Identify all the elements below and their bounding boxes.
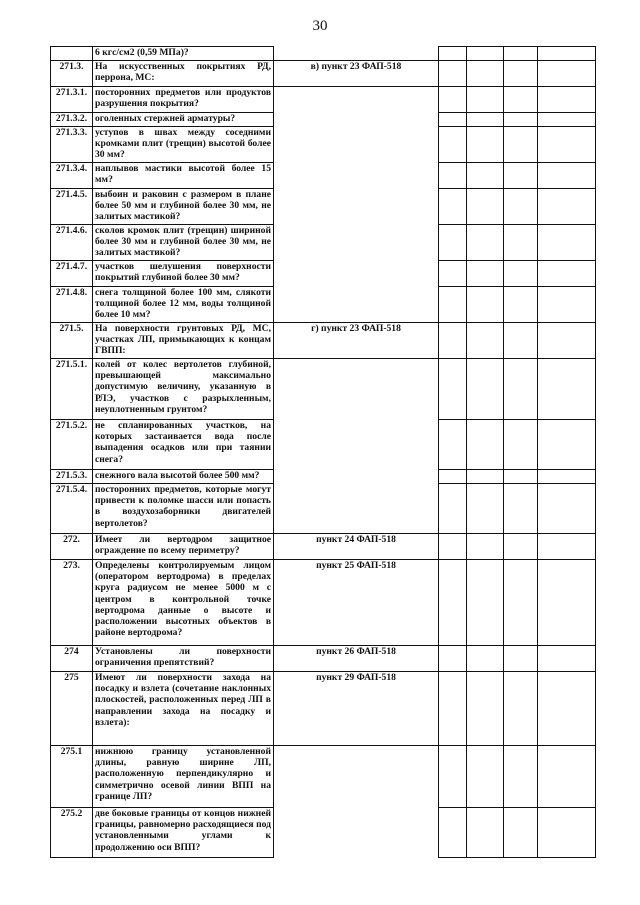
table-row [51,61,596,87]
answer-no-cell [467,225,504,261]
answer-na-cell [504,87,538,113]
table-row [51,672,596,746]
item-number: 271.5.2. [51,420,93,470]
table-row [51,261,596,287]
item-number: 275 [51,672,93,746]
item-number: 271.3.2. [51,113,93,127]
note-cell [538,534,596,560]
table-row [51,127,596,163]
answer-na-cell [504,359,538,420]
answer-na-cell [504,47,538,61]
answer-no-cell [467,113,504,127]
item-question: 6 кгс/см2 (0,59 МПа)? [93,47,274,61]
note-cell [538,359,596,420]
item-number: 271.4.8. [51,287,93,323]
item-legal-reference: в) пункт 23 ФАП-518 [274,61,439,87]
answer-yes-cell [439,287,467,323]
item-question: посторонних предметов или продуктов разрушения покрытия? [93,87,274,113]
table-row [51,323,596,359]
item-legal-reference: г) пункт 23 ФАП-518 [274,323,439,359]
answer-yes-cell [439,359,467,420]
item-legal-reference: пункт 26 ФАП-518 [274,646,439,672]
table-row [51,225,596,261]
answer-yes-cell [439,672,467,746]
note-cell [538,61,596,87]
item-legal-reference [274,287,439,323]
note-cell [538,746,596,808]
note-cell [538,323,596,359]
item-legal-reference [274,113,439,127]
item-legal-reference [274,87,439,113]
note-cell [538,484,596,534]
table-row [51,189,596,225]
answer-na-cell [504,225,538,261]
note-cell [538,420,596,470]
table-row [51,420,596,470]
item-question: Имеет ли вертодром защитное ограждение по всему периметру? [93,534,274,560]
item-legal-reference [274,359,439,420]
answer-na-cell [504,113,538,127]
answer-yes-cell [439,746,467,808]
table-row [51,646,596,672]
answer-yes-cell [439,163,467,189]
item-number: 273. [51,560,93,646]
item-question: посторонних предметов, которые могут привести к поломке шасси или попасть в воздухозаборники двигателей вертолетов? [93,484,274,534]
item-number: 271.4.7. [51,261,93,287]
table-row [51,560,596,646]
answer-yes-cell [439,113,467,127]
answer-na-cell [504,261,538,287]
item-question: На искусственных покрытиях РД, перрона, МС: [93,61,274,87]
item-legal-reference [274,47,439,61]
item-question: колей от колес вертолетов глубиной, превышающей максимально допустимую величину, указанную в РЛЭ, участков с разрыхленным, неуплотненным грунтом? [93,359,274,420]
note-cell [538,113,596,127]
table-row [51,808,596,858]
note-cell [538,189,596,225]
answer-yes-cell [439,87,467,113]
item-number: 271.5.1. [51,359,93,420]
note-cell [538,646,596,672]
item-legal-reference [274,746,439,808]
item-legal-reference: пункт 29 ФАП-518 [274,672,439,746]
item-legal-reference: пункт 24 ФАП-518 [274,534,439,560]
note-cell [538,87,596,113]
item-number: 275.1 [51,746,93,808]
item-legal-reference [274,484,439,534]
checklist-table [50,46,596,858]
answer-yes-cell [439,189,467,225]
answer-no-cell [467,127,504,163]
answer-no-cell [467,189,504,225]
answer-yes-cell [439,808,467,858]
answer-no-cell [467,672,504,746]
answer-no-cell [467,470,504,484]
answer-no-cell [467,163,504,189]
item-question: две боковые границы от концов нижней границы, равномерно расходящиеся под установленными углами к продолжению оси ВПП? [93,808,274,858]
item-number: 271.4.6. [51,225,93,261]
answer-no-cell [467,560,504,646]
answer-yes-cell [439,323,467,359]
table-row [51,87,596,113]
item-number: 271.3.3. [51,127,93,163]
item-number: 271.3. [51,61,93,87]
item-number: 274 [51,646,93,672]
table-row [51,470,596,484]
answer-na-cell [504,560,538,646]
item-number: 271.5.3. [51,470,93,484]
item-question: Установлены ли поверхности ограничения препятствий? [93,646,274,672]
item-question: наплывов мастики высотой более 15 мм? [93,163,274,189]
answer-na-cell [504,189,538,225]
answer-no-cell [467,420,504,470]
answer-yes-cell [439,470,467,484]
item-legal-reference [274,225,439,261]
item-question: снега толщиной более 100 мм, слякоти толщиной более 12 мм, воды толщиной более 10 мм? [93,287,274,323]
answer-no-cell [467,359,504,420]
answer-no-cell [467,484,504,534]
item-legal-reference [274,163,439,189]
answer-no-cell [467,287,504,323]
table-row [51,484,596,534]
answer-no-cell [467,323,504,359]
answer-no-cell [467,261,504,287]
note-cell [538,127,596,163]
answer-yes-cell [439,560,467,646]
table-row [51,47,596,61]
item-question: Имеют ли поверхности захода на посадку и взлета (сочетание наклонных плоскостей, расположенных перед ЛП в направлении захода на посадку и взлета): [93,672,274,746]
item-question: сколов кромок плит (трещин) шириной более 30 мм и глубиной более 30 мм, не залитых мастикой? [93,225,274,261]
item-question: участков шелушения поверхности покрытий глубиной более 30 мм? [93,261,274,287]
item-question: снежного вала высотой более 500 мм? [93,470,274,484]
answer-yes-cell [439,61,467,87]
item-legal-reference: пункт 25 ФАП-518 [274,560,439,646]
answer-no-cell [467,47,504,61]
item-legal-reference [274,189,439,225]
answer-na-cell [504,61,538,87]
item-number: 275.2 [51,808,93,858]
note-cell [538,560,596,646]
note-cell [538,672,596,746]
answer-na-cell [504,646,538,672]
item-question: выбоин и раковин с размером в плане более 50 мм и глубиной более 30 мм, не залитых мастикой? [93,189,274,225]
item-question: уступов в швах между соседними кромками плит (трещин) высотой более 30 мм? [93,127,274,163]
table-row [51,287,596,323]
item-question: не спланированных участков, на которых застаивается вода после выпадения осадков или при таянии снега? [93,420,274,470]
item-legal-reference [274,261,439,287]
answer-yes-cell [439,420,467,470]
item-legal-reference [274,127,439,163]
answer-na-cell [504,808,538,858]
answer-na-cell [504,287,538,323]
answer-no-cell [467,646,504,672]
answer-na-cell [504,323,538,359]
table-row [51,113,596,127]
item-question: нижнюю границу установленной длины, равную ширине ЛП, расположенную перпендикулярно и симметрично осевой линии ВПП на границе ЛП? [93,746,274,808]
answer-yes-cell [439,127,467,163]
answer-no-cell [467,808,504,858]
note-cell [538,47,596,61]
note-cell [538,163,596,189]
item-number: 271.3.1. [51,87,93,113]
answer-no-cell [467,61,504,87]
item-number: 271.5. [51,323,93,359]
item-legal-reference [274,808,439,858]
answer-na-cell [504,534,538,560]
answer-na-cell [504,672,538,746]
answer-yes-cell [439,47,467,61]
item-number: 271.4.5. [51,189,93,225]
answer-yes-cell [439,646,467,672]
answer-na-cell [504,746,538,808]
note-cell [538,225,596,261]
answer-yes-cell [439,225,467,261]
answer-no-cell [467,87,504,113]
answer-na-cell [504,484,538,534]
answer-yes-cell [439,534,467,560]
item-legal-reference [274,420,439,470]
answer-na-cell [504,163,538,189]
item-number: 271.3.4. [51,163,93,189]
answer-na-cell [504,420,538,470]
table-row [51,163,596,189]
item-legal-reference [274,470,439,484]
note-cell [538,808,596,858]
answer-na-cell [504,127,538,163]
answer-na-cell [504,470,538,484]
page-number: 30 [312,18,328,34]
item-number: 271.5.4. [51,484,93,534]
table-row [51,359,596,420]
answer-no-cell [467,746,504,808]
item-question: На поверхности грунтовых РД, МС, участках ЛП, примыкающих к концам ГВПП: [93,323,274,359]
item-number [51,47,93,61]
note-cell [538,287,596,323]
item-question: оголенных стержней арматуры? [93,113,274,127]
note-cell [538,470,596,484]
note-cell [538,261,596,287]
answer-yes-cell [439,261,467,287]
item-question: Определены контролируемым лицом (оператором вертодрома) в пределах круга радиусом не менее 5000 м с центром в контрольной точке вертодрома данные о высоте и расположении высотных объектов в районе вертодрома? [93,560,274,646]
answer-no-cell [467,534,504,560]
item-number: 272. [51,534,93,560]
table-row [51,746,596,808]
table-row [51,534,596,560]
answer-yes-cell [439,484,467,534]
